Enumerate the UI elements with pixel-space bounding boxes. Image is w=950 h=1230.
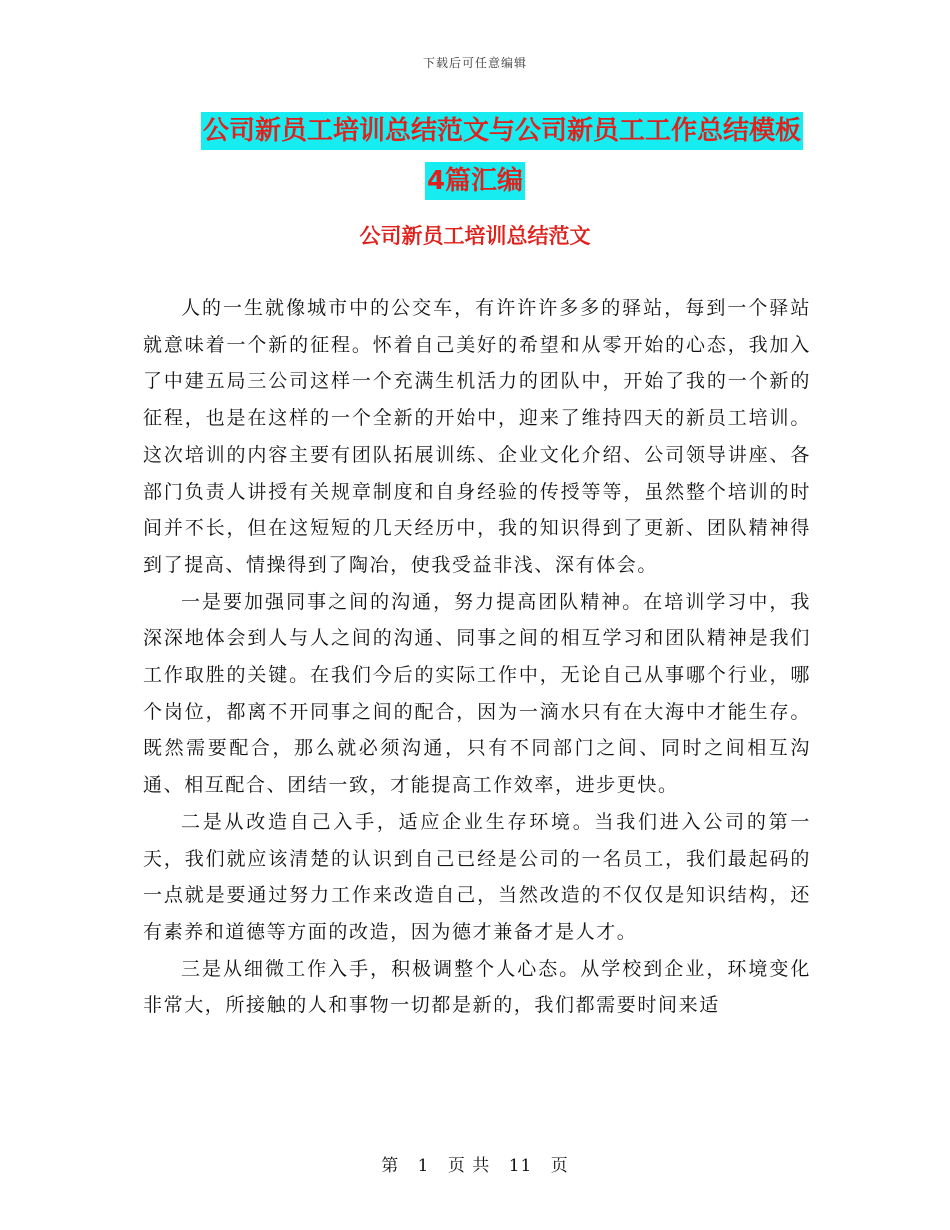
- footer-suffix: 页: [550, 1156, 569, 1176]
- footer-middle: 页 共: [447, 1156, 491, 1176]
- paragraph: 二是从改造自己入手，适应企业生存环境。当我们进入公司的第一天，我们就应该清楚的认识到自己已经是公司的一名员工，我们最起码的一点就是要通过努力工作来改造自己，当然改造的不仅仅是知识结构，还有素养和道德等方面的改造，因为德才兼备才是人才。: [143, 810, 811, 943]
- paragraph: 一是要加强同事之间的沟通，努力提高团队精神。在培训学习中，我深深地体会到人与人之间的沟通、同事之间的相互学习和团队精神是我们工作取胜的关键。在我们今后的实际工作中，无论自己从事哪个行业，哪个岗位，都离不开同事之间的配合，因为一滴水只有在大海中才能生存。既然需要配合，那么就必须沟通，只有不同部门之间、同时之间相互沟通、相互配合、团结一致，才能提高工作效率，进步更快。: [143, 590, 811, 797]
- document-title: [0, 106, 950, 206]
- footer-total-pages: 11: [508, 1156, 533, 1176]
- paragraph: 人的一生就像城市中的公交车，有许许许多多的驿站，每到一个驿站就意味着一个新的征程。怀着自己美好的希望和从零开始的心态，我加入了中建五局三公司这样一个充满生机活力的团队中，开始了我的一个新的征程，也是在这样的一个全新的开始中，迎来了维持四天的新员工培训。这次培训的内容主要有团队拓展训练、企业文化介绍、公司领导讲座、各部门负责人讲授有关规章制度和自身经验的传授等等，虽然整个培训的时间并不长，但在这短短的几天经历中，我的知识得到了更新、团队精神得到了提高、情操得到了陶冶，使我受益非浅、深有体会。: [143, 297, 811, 576]
- body-text: [143, 290, 811, 1024]
- title-line-2: 4篇汇编: [425, 162, 525, 200]
- footer-prefix: 第: [381, 1156, 400, 1176]
- footer-page-number: 1: [417, 1156, 430, 1176]
- page-footer: [0, 1151, 950, 1176]
- paragraph: 三是从细微工作入手，积极调整个人心态。从学校到企业，环境变化非常大，所接触的人和事物一切都是新的，我们都需要时间来适: [143, 957, 811, 1017]
- section-heading: 公司新员工培训总结范文: [359, 224, 591, 248]
- title-line-1: 公司新员工培训总结范文与公司新员工工作总结模板: [201, 112, 803, 150]
- header-note: 下载后可任意编辑: [422, 56, 527, 70]
